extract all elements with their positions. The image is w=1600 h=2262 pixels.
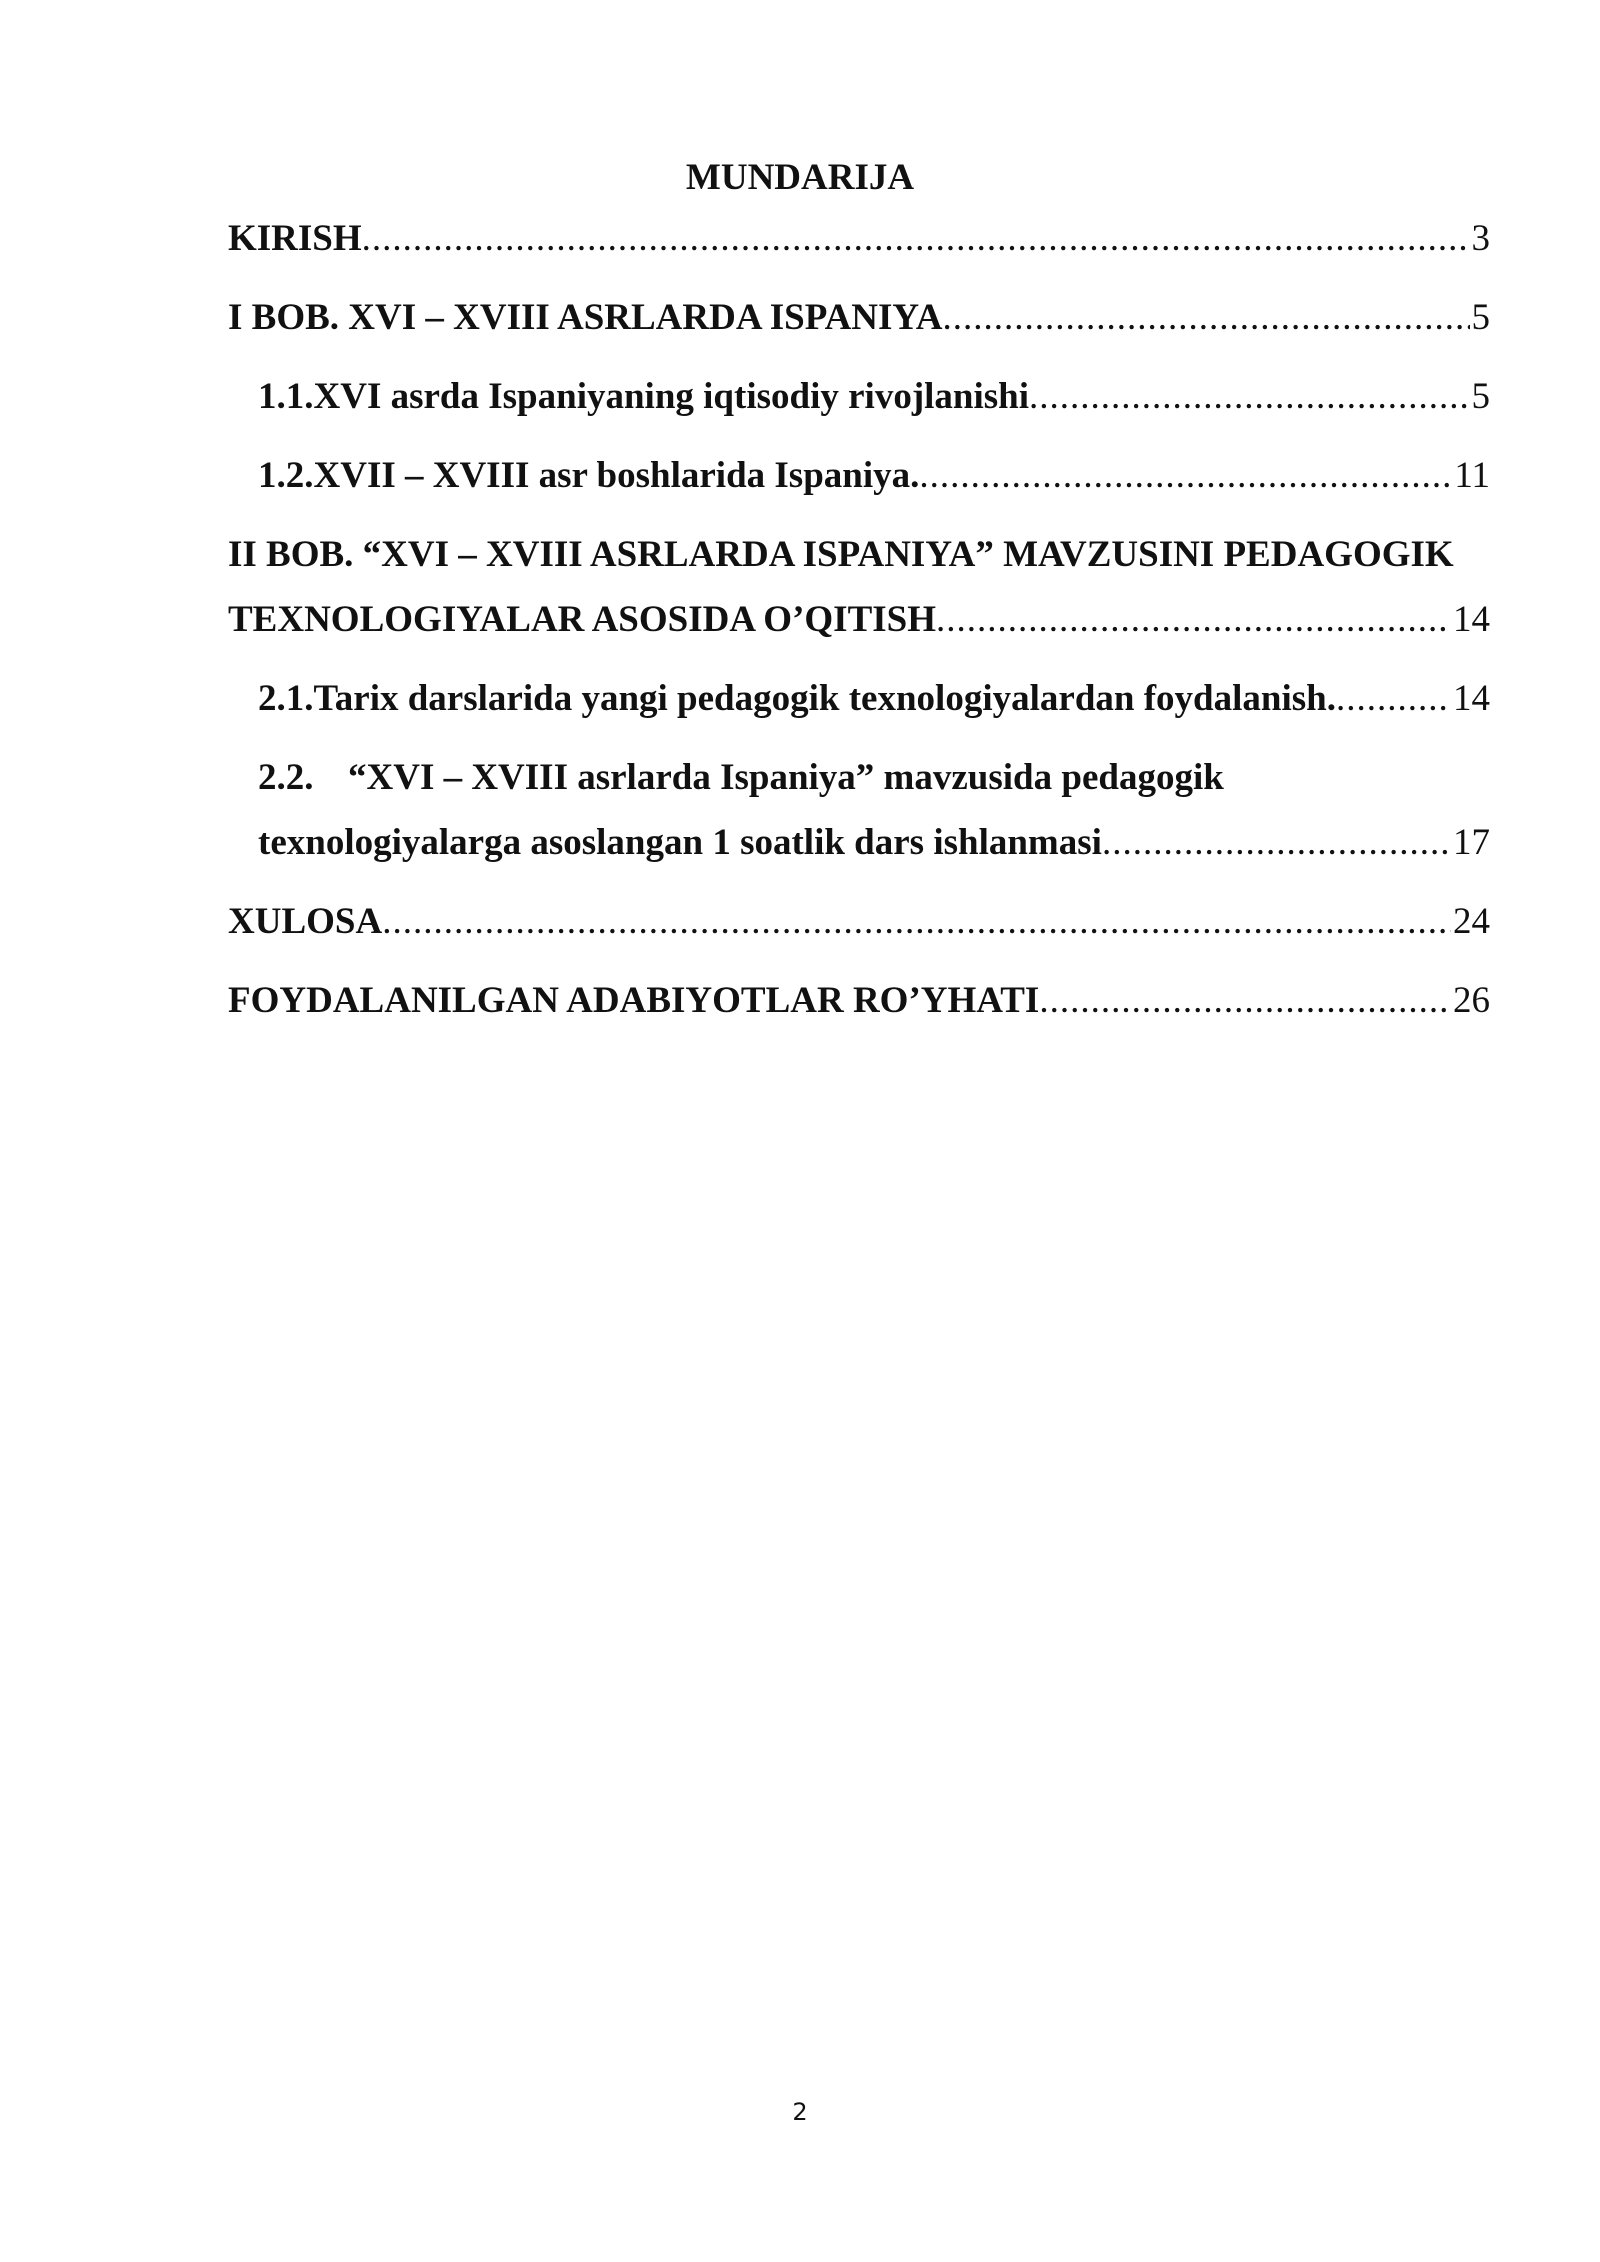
toc-page-number: 11 [1454,455,1490,496]
toc-entry-label: FOYDALANILGAN ADABIYOTLAR RO’YHATI [228,980,1040,1021]
toc-section-number: 2.2. [258,757,314,798]
toc-page-number: 17 [1453,822,1490,863]
toc-entry-section-2-1[interactable] [228,666,1490,731]
toc-entry-chapter-1[interactable] [228,285,1490,350]
toc-title: MUNDARIJA [685,157,915,198]
toc-page-number: 24 [1453,901,1490,942]
dot-leader [1102,810,1451,875]
toc-page-number: 5 [1471,297,1490,338]
toc-section-number: 1.2. [258,455,314,496]
toc-entry-label-line1: II BOB. “XVI – XVIII ASRLARDA ISPANIYA” MAVZUSINI PEDAGOGIK [228,534,1454,575]
toc-entry-chapter-2[interactable] [228,522,1490,652]
toc-entry-label-line1: “XVI – XVIII asrlarda Ispaniya” mavzusida pedagogik [348,757,1224,798]
toc-section-number: 2.1. [258,678,314,719]
toc-entry-label: I BOB. XVI – XVIII ASRLARDA ISPANIYA [228,297,943,338]
toc-entry-section-1-2[interactable] [228,443,1490,508]
toc-entry-kirish[interactable] [228,206,1490,271]
toc-entry-label: XVI asrda Ispaniyaning iqtisodiy rivojlanishi [313,376,1030,417]
dot-leader [362,206,1470,271]
dot-leader [1029,364,1469,429]
dot-leader [382,889,1451,954]
table-of-contents [228,206,1490,1047]
toc-page-number: 3 [1471,218,1490,259]
dot-leader [1336,666,1451,731]
toc-page-number: 26 [1453,980,1490,1021]
toc-entry-section-2-2[interactable] [228,745,1490,875]
toc-entry-label: XVII – XVIII asr boshlarida Ispaniya. [313,455,920,496]
toc-page-number: 14 [1453,599,1490,640]
toc-section-number: 1.1. [258,376,314,417]
toc-page-number: 14 [1453,678,1490,719]
toc-entry-label: XULOSA [228,901,383,942]
toc-entry-label: KIRISH [228,218,362,259]
dot-leader [936,587,1451,652]
toc-entry-xulosa[interactable] [228,889,1490,954]
dot-leader [1039,968,1451,1033]
toc-page-number: 5 [1471,376,1490,417]
dot-leader [942,285,1469,350]
toc-entry-label-line2: TEXNOLOGIYALAR ASOSIDA O’QITISH [228,599,937,640]
toc-entry-label-line2: texnologiyalarga asoslangan 1 soatlik dars ishlanmasi [258,822,1102,863]
toc-entry-bibliography[interactable] [228,968,1490,1033]
page-number-footer: 2 [792,2098,808,2126]
dot-leader [919,443,1452,508]
toc-entry-section-1-1[interactable] [228,364,1490,429]
toc-entry-label: Tarix darslarida yangi pedagogik texnologiyalardan foydalanish. [313,678,1336,719]
